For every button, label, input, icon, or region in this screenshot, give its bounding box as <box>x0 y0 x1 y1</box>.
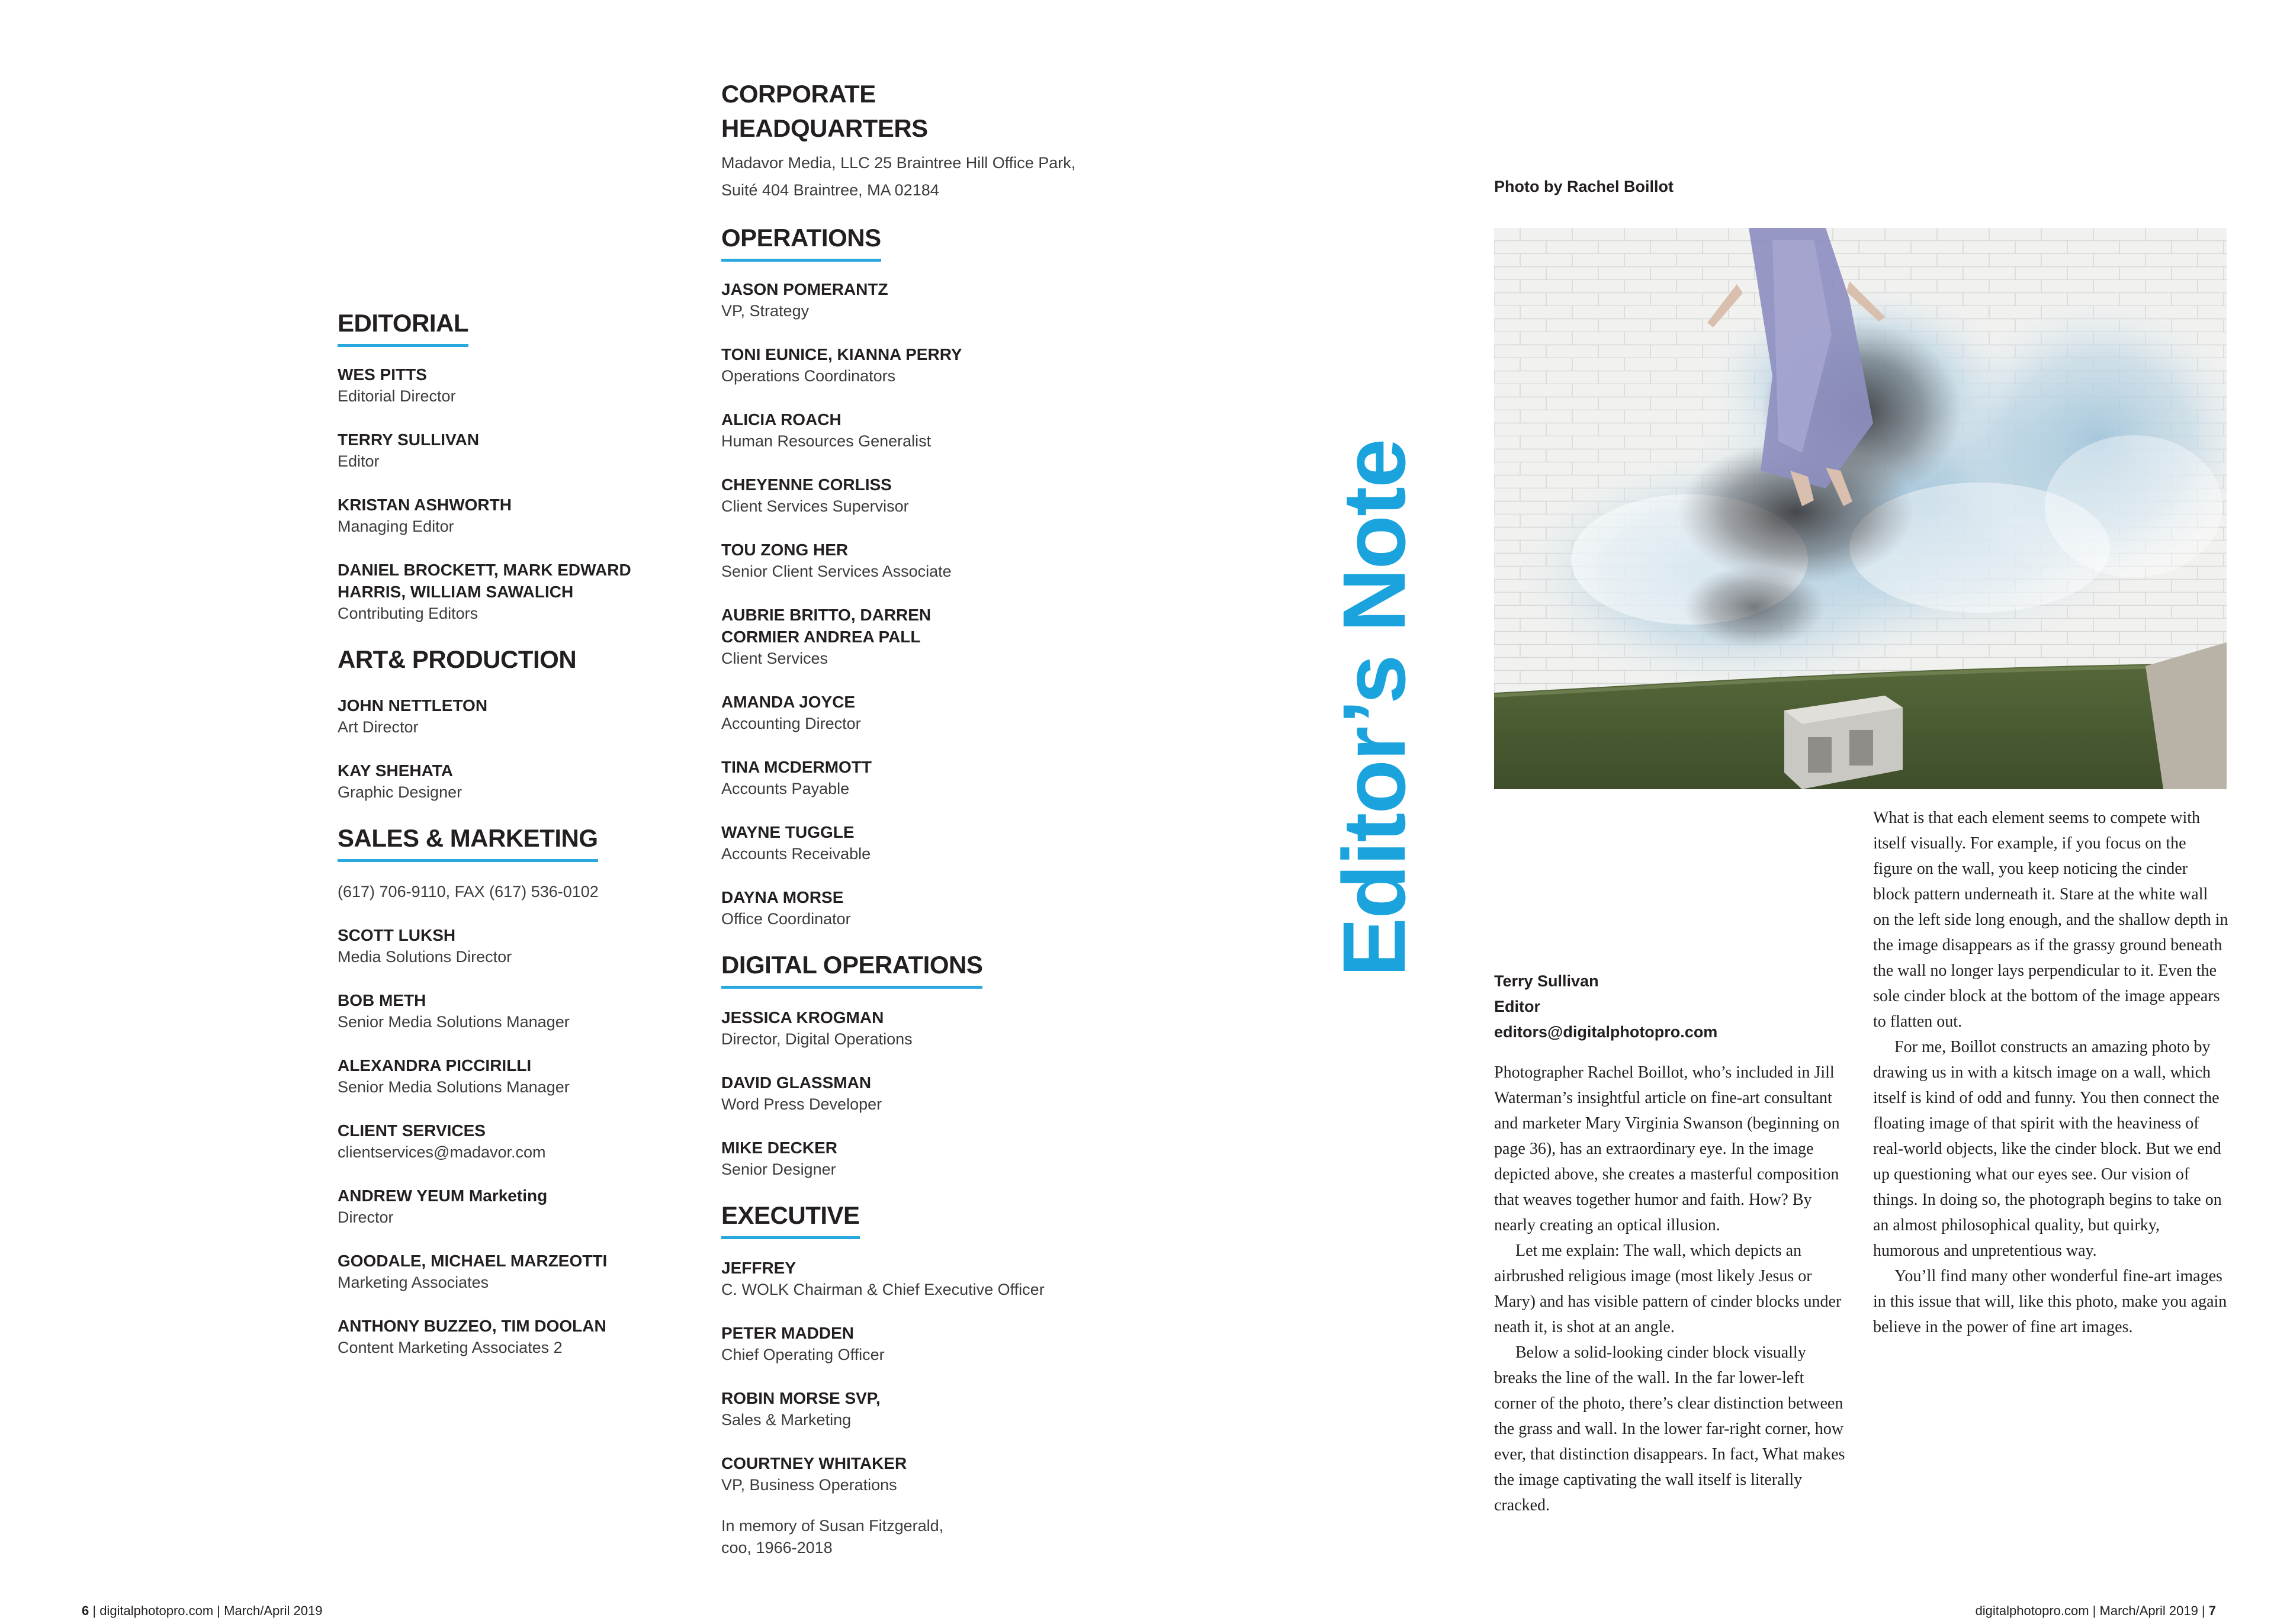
staff-role: Content Marketing Associates 2 <box>338 1339 563 1356</box>
operations-heading: OPERATIONS <box>721 221 881 262</box>
sales-phone: (617) 706-9110, FAX (617) 536-0102 <box>338 883 599 901</box>
staff-role: Human Resources Generalist <box>721 432 932 450</box>
art-staff-list <box>338 694 705 803</box>
staff-entry <box>721 1452 1088 1496</box>
editorial-staff-list <box>338 364 705 625</box>
byline-email: editors@digitalphotopro.com <box>1494 1023 1718 1041</box>
staff-role: Director <box>338 1208 394 1226</box>
staff-role: Accounts Payable <box>721 780 850 797</box>
staff-name: AUBRIE BRITTO, DARREN <box>721 606 932 624</box>
staff-role: Operations Coordinators <box>721 367 896 385</box>
staff-name: ALEXANDRA PICCIRILLI <box>338 1056 532 1075</box>
staff-role: clientservices@madavor.com <box>338 1143 546 1161</box>
staff-name: PETER MADDEN <box>721 1324 855 1342</box>
sales-staff-list <box>338 924 705 1359</box>
staff-entry <box>721 821 1088 865</box>
staff-name: TERRY SULLIVAN <box>338 430 480 449</box>
hq-address <box>721 149 1100 204</box>
hq-address-line2: Suité 404 Braintree, MA 02184 <box>721 181 939 199</box>
staff-entry <box>721 1257 1088 1301</box>
byline <box>1494 969 1717 1045</box>
staff-role: Contributing Editors <box>338 604 478 622</box>
staff-role: VP, Business Operations <box>721 1476 897 1494</box>
hq-title-line1: CORPORATE <box>721 80 876 108</box>
operations-staff-list <box>721 278 1088 930</box>
staff-role: Managing Editor <box>338 517 454 535</box>
staff-entry <box>721 539 1088 583</box>
staff-role: Office Coordinator <box>721 910 851 928</box>
staff-entry <box>721 1387 1088 1431</box>
footer-right <box>1976 1603 2216 1619</box>
staff-role: Art Director <box>338 718 419 736</box>
staff-role: Graphic Designer <box>338 783 462 801</box>
staff-name: JEFFREY <box>721 1259 796 1277</box>
sales-marketing-heading: SALES & MARKETING <box>338 821 598 862</box>
staff-entry <box>721 756 1088 800</box>
staff-entry <box>338 760 705 803</box>
staff-role: Word Press Developer <box>721 1095 882 1113</box>
body-column-2 <box>1873 805 2228 1340</box>
byline-title: Editor <box>1494 998 1540 1015</box>
staff-role: Editor <box>338 452 380 470</box>
memoriam-note <box>721 1515 1088 1559</box>
executive-heading: EXECUTIVE <box>721 1198 860 1239</box>
body-paragraph: What is that each element seems to compete with itself visually. For example, if you focus on the figure on the wall, you keep noticing the cinder block pattern underneath it. Stare at the white wall on the left side long enough, and the shallow depth in the image disappears as if the grassy ground beneath the wall no longer lays perpendicular to it. Even the sole cinder block at the bottom of the image appears to flatten out. <box>1873 809 2228 1031</box>
staff-role: Accounts Receivable <box>721 845 871 863</box>
body-paragraph: Below a solid-looking cinder block visually breaks the line of the wall. In the far lower-left corner of the photo, there’s clear distinction between the grass and wall. In the lower far-right corner, how ever, that distinction disappears. In fact, What makes the image captivating the wall itself is literally cracked. <box>1494 1343 1845 1514</box>
editors-note-title: Editor’s Note <box>1324 439 1424 977</box>
staff-entry <box>338 1185 705 1229</box>
staff-role: VP, Strategy <box>721 302 810 320</box>
staff-entry <box>338 1054 705 1098</box>
photo-credit: Photo by Rachel Boillot <box>1494 178 1674 195</box>
staff-entry <box>721 691 1088 735</box>
staff-role: Client Services <box>721 649 828 667</box>
digital-operations-heading: DIGITAL OPERATIONS <box>721 948 982 989</box>
staff-role: Chief Operating Officer <box>721 1346 885 1363</box>
staff-entry <box>338 989 705 1033</box>
staff-name: MIKE DECKER <box>721 1139 838 1157</box>
memoriam-line1: In memory of Susan Fitzgerald, <box>721 1517 944 1535</box>
staff-entry <box>338 1120 705 1163</box>
page-number-right: 7 <box>2208 1603 2216 1618</box>
staff-entry <box>338 429 705 472</box>
corporate-hq-section <box>721 77 1088 218</box>
staff-entry <box>721 1006 1088 1050</box>
feature-photo <box>1494 228 2227 789</box>
footer-left <box>82 1603 322 1619</box>
staff-entry <box>721 604 1088 670</box>
staff-name-continued: CORMIER ANDREA PALL <box>721 628 921 646</box>
body-column-1 <box>1494 1060 1849 1518</box>
staff-name: GOODALE, MICHAEL MARZEOTTI <box>338 1252 608 1270</box>
corporate-hq-heading <box>721 77 928 146</box>
staff-entry <box>338 694 705 738</box>
staff-role: Sales & Marketing <box>721 1411 852 1429</box>
staff-role: Media Solutions Director <box>338 948 512 966</box>
staff-role: Client Services Supervisor <box>721 497 909 515</box>
digital-staff-list <box>721 1006 1088 1181</box>
staff-name: CHEYENNE CORLISS <box>721 475 892 494</box>
page-number-left: 6 <box>82 1603 89 1618</box>
staff-name: KRISTAN ASHWORTH <box>338 496 512 514</box>
staff-role: Director, Digital Operations <box>721 1030 913 1048</box>
staff-role: C. WOLK Chairman & Chief Executive Officer <box>721 1281 1045 1298</box>
staff-role: Senior Media Solutions Manager <box>338 1078 570 1096</box>
staff-entry <box>338 1250 705 1294</box>
body-paragraph: For me, Boillot constructs an amazing photo by drawing us in with a kitsch image on a wall, which itself is kind of odd and funny. You then connect the floating image of that spirit with the heaviness of real-world objects, like the cinder block. But we end up questioning what our eyes see. Our vision of things. In doing so, the photograph begins to take on an almost philosophical quality, but quirky, humorous and unpretentious way. <box>1873 1038 2222 1260</box>
staff-name: KAY SHEHATA <box>338 761 454 780</box>
staff-entry <box>338 559 705 625</box>
staff-name: JESSICA KROGMAN <box>721 1008 884 1027</box>
executive-staff-list <box>721 1257 1088 1496</box>
staff-entry <box>721 1072 1088 1115</box>
staff-name: ANTHONY BUZZEO, TIM DOOLAN <box>338 1317 606 1335</box>
body-paragraph: Let me explain: The wall, which depicts an airbrushed religious image (most likely Jesus or Mary) and has visible pattern of cinder blocks under neath it, is shot at an angle. <box>1494 1242 1842 1336</box>
feature-photo-image <box>1494 228 2227 789</box>
masthead-right-column <box>721 221 1088 1580</box>
footer-right-text: digitalphotopro.com | March/April 2019 | <box>1975 1603 2209 1618</box>
staff-entry <box>721 1322 1088 1366</box>
staff-name: TINA MCDERMOTT <box>721 758 872 776</box>
staff-entry <box>721 343 1088 387</box>
staff-entry <box>338 1315 705 1359</box>
body-paragraph: You’ll find many other wonderful fine-art images in this issue that will, like this photo, make you again believe in the power of fine art images. <box>1873 1267 2227 1336</box>
staff-entry <box>721 409 1088 452</box>
staff-name: TONI EUNICE, KIANNA PERRY <box>721 345 962 364</box>
staff-name: ANDREW YEUM Marketing <box>338 1186 548 1205</box>
staff-role: Senior Designer <box>721 1160 836 1178</box>
staff-role: Senior Media Solutions Manager <box>338 1013 570 1031</box>
staff-role: Marketing Associates <box>338 1274 489 1291</box>
hq-address-line1: Madavor Media, LLC 25 Braintree Hill Office Park, <box>721 154 1076 172</box>
masthead-left-column <box>338 306 705 1380</box>
staff-name: DANIEL BROCKETT, MARK EDWARD <box>338 561 631 579</box>
staff-name: JOHN NETTLETON <box>338 696 488 715</box>
staff-name: CLIENT SERVICES <box>338 1121 486 1140</box>
staff-role: Senior Client Services Associate <box>721 562 952 580</box>
staff-name: TOU ZONG HER <box>721 541 849 559</box>
staff-name: JASON POMERANTZ <box>721 280 888 298</box>
staff-entry <box>721 278 1088 322</box>
staff-role: Accounting Director <box>721 715 861 732</box>
staff-name: DAYNA MORSE <box>721 888 844 906</box>
staff-entry <box>721 886 1088 930</box>
staff-name: AMANDA JOYCE <box>721 693 856 711</box>
staff-name: ALICIA ROACH <box>721 410 841 429</box>
staff-name: WAYNE TUGGLE <box>721 823 855 841</box>
staff-entry <box>721 474 1088 517</box>
staff-name: WES PITTS <box>338 365 427 384</box>
staff-role: Editorial Director <box>338 387 456 405</box>
art-production-heading: ART& PRODUCTION <box>338 645 577 673</box>
staff-entry <box>338 924 705 968</box>
staff-name-continued: HARRIS, WILLIAM SAWALICH <box>338 583 574 601</box>
staff-name: DAVID GLASSMAN <box>721 1073 872 1092</box>
staff-name: ROBIN MORSE SVP, <box>721 1389 881 1407</box>
staff-name: SCOTT LUKSH <box>338 926 456 944</box>
staff-entry <box>721 1137 1088 1181</box>
memoriam-line2: coo, 1966-2018 <box>721 1539 833 1557</box>
editorial-heading: EDITORIAL <box>338 306 468 347</box>
staff-entry <box>338 364 705 407</box>
body-paragraph: Photographer Rachel Boillot, who’s included in Jill Waterman’s insightful article on fine-art consultant and marketer Mary Virginia Swanson (beginning on page 36), has an extraordinary eye. In the image depicted above, she creates a masterful composition that weaves together humor and faith. How? By nearly creating an optical illusion. <box>1494 1063 1840 1234</box>
hq-title-line2: HEADQUARTERS <box>721 114 928 142</box>
footer-left-text: | digitalphotopro.com | March/April 2019 <box>89 1603 323 1618</box>
staff-entry <box>338 494 705 538</box>
byline-name: Terry Sullivan <box>1494 972 1599 990</box>
staff-name: BOB METH <box>338 991 426 1009</box>
staff-name: COURTNEY WHITAKER <box>721 1454 907 1472</box>
